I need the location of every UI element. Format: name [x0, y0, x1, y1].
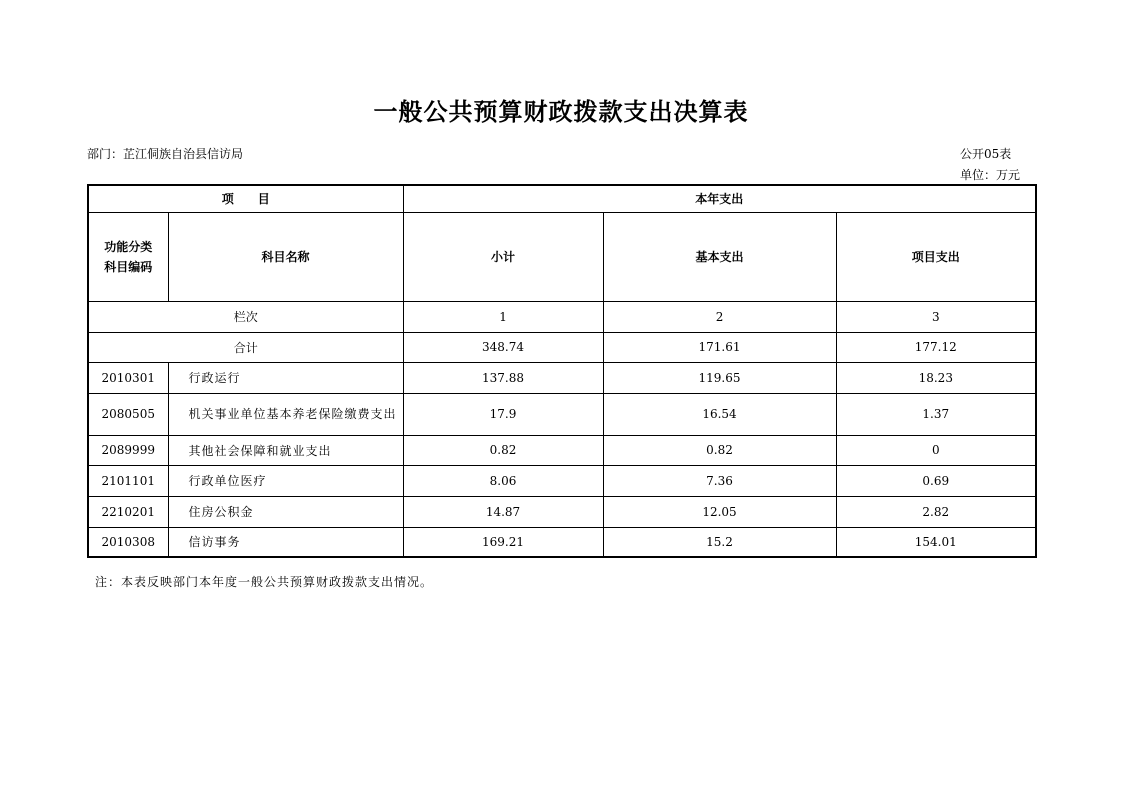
column-index-label: 栏次	[88, 301, 403, 332]
table-row	[88, 393, 1036, 435]
column-index: 2	[603, 301, 836, 332]
page-title: 一般公共预算财政拨款支出决算表	[373, 97, 749, 126]
row-project: 0.69	[836, 465, 1036, 496]
row-subtotal: 137.88	[403, 362, 603, 393]
total-row	[88, 332, 1036, 362]
row-basic: 7.36	[603, 465, 836, 496]
total-subtotal: 348.74	[403, 332, 603, 362]
header-project-expenditure: 项目支出	[836, 212, 1036, 301]
table-row	[88, 465, 1036, 496]
row-project: 2.82	[836, 496, 1036, 527]
row-project: 154.01	[836, 527, 1036, 557]
row-name: 行政运行	[168, 362, 403, 393]
row-code: 2210201	[88, 496, 168, 527]
row-code: 2010308	[88, 527, 168, 557]
table-row	[88, 527, 1036, 557]
row-subtotal: 169.21	[403, 527, 603, 557]
row-name: 机关事业单位基本养老保险缴费支出	[168, 393, 403, 435]
header-subtotal: 小计	[403, 212, 603, 301]
expenditure-table	[87, 184, 1037, 558]
table-row	[88, 496, 1036, 527]
footnote: 注：本表反映部门本年度一般公共预算财政拨款支出情况。	[95, 575, 434, 589]
row-project: 0	[836, 435, 1036, 465]
row-name: 信访事务	[168, 527, 403, 557]
table-row	[88, 362, 1036, 393]
header-item: 项 目	[88, 185, 403, 212]
row-subtotal: 0.82	[403, 435, 603, 465]
column-header-row	[88, 212, 1036, 301]
table-header-row	[88, 185, 1036, 212]
row-basic: 0.82	[603, 435, 836, 465]
form-number: 公开05表	[960, 147, 1012, 161]
department-label: 部门：芷江侗族自治县信访局	[87, 147, 244, 161]
row-code: 2010301	[88, 362, 168, 393]
row-basic: 15.2	[603, 527, 836, 557]
row-name: 住房公积金	[168, 496, 403, 527]
column-index: 1	[403, 301, 603, 332]
row-code: 2080505	[88, 393, 168, 435]
total-project: 177.12	[836, 332, 1036, 362]
row-basic: 12.05	[603, 496, 836, 527]
row-subtotal: 17.9	[403, 393, 603, 435]
row-basic: 119.65	[603, 362, 836, 393]
row-name: 其他社会保障和就业支出	[168, 435, 403, 465]
row-project: 1.37	[836, 393, 1036, 435]
unit-label: 单位：万元	[960, 168, 1021, 182]
total-basic: 171.61	[603, 332, 836, 362]
column-index: 3	[836, 301, 1036, 332]
row-basic: 16.54	[603, 393, 836, 435]
table-row	[88, 435, 1036, 465]
row-project: 18.23	[836, 362, 1036, 393]
row-name: 行政单位医疗	[168, 465, 403, 496]
header-basic-expenditure: 基本支出	[603, 212, 836, 301]
total-label: 合计	[88, 332, 403, 362]
header-current-year: 本年支出	[403, 185, 1036, 212]
row-subtotal: 14.87	[403, 496, 603, 527]
header-subject-name: 科目名称	[168, 212, 403, 301]
column-index-row	[88, 301, 1036, 332]
row-code: 2101101	[88, 465, 168, 496]
row-subtotal: 8.06	[403, 465, 603, 496]
row-code: 2089999	[88, 435, 168, 465]
header-function-code: 功能分类 科目编码	[88, 212, 168, 301]
